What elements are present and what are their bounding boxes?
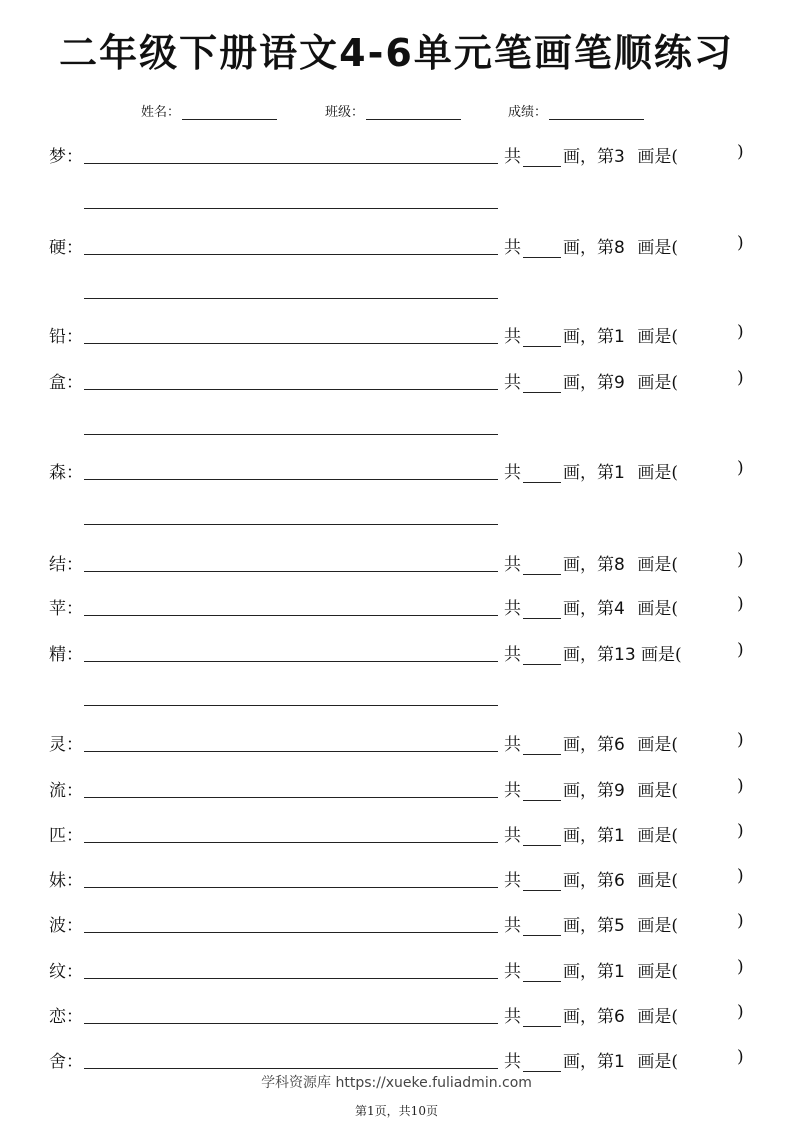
character-label: 纹：: [49, 962, 83, 982]
stroke-count-blank[interactable]: [523, 782, 561, 801]
student-info: [0, 101, 793, 121]
answer-paren-close[interactable]: ): [737, 368, 744, 388]
total-label: 共: [504, 916, 521, 936]
stroke-count-blank[interactable]: [523, 827, 561, 846]
stroke-question: [504, 550, 678, 575]
character-label: 铅：: [49, 327, 83, 347]
stroke-order-answer-line[interactable]: [84, 842, 498, 843]
is-label: 画是(: [637, 147, 679, 167]
exercise-row: [0, 550, 793, 580]
source-footer: 学科资源库 https://xueke.fuliadmin.com: [261, 1075, 532, 1091]
stroke-label: 画，第: [563, 147, 614, 167]
is-label: 画是(: [641, 645, 682, 665]
is-label: 画是(: [637, 327, 679, 347]
name-blank[interactable]: [182, 105, 277, 120]
exercise-row: [0, 730, 793, 760]
score-label: 成绩：: [508, 105, 548, 120]
total-label: 共: [504, 645, 521, 665]
character-label: 匹：: [49, 826, 83, 846]
exercise-row: [0, 776, 793, 806]
stroke-order-answer-line[interactable]: [84, 887, 498, 888]
character-label: 森：: [49, 463, 83, 483]
stroke-question: [504, 640, 682, 665]
stroke-label: 画，第: [563, 781, 614, 801]
character-label: 妹：: [49, 871, 83, 891]
stroke-count-blank[interactable]: [523, 239, 561, 258]
total-label: 共: [504, 373, 521, 393]
stroke-index: 3: [614, 147, 625, 167]
is-label: 画是(: [637, 962, 679, 982]
name-label: 姓名：: [141, 105, 181, 120]
stroke-label: 画，第: [563, 962, 614, 982]
stroke-question: [504, 866, 678, 891]
is-label: 画是(: [637, 463, 679, 483]
stroke-index: 1: [614, 826, 625, 846]
answer-paren-close[interactable]: ): [737, 866, 744, 886]
page-number: 第1页，共10页: [355, 1104, 438, 1118]
stroke-count-blank[interactable]: [523, 600, 561, 619]
character-label: 苹：: [49, 599, 83, 619]
stroke-question: [504, 776, 678, 801]
character-label: 梦：: [49, 147, 83, 167]
total-label: 共: [504, 327, 521, 347]
is-label: 画是(: [637, 373, 679, 393]
answer-paren-close[interactable]: ): [737, 640, 744, 660]
stroke-label: 画，第: [563, 1052, 614, 1072]
stroke-label: 画，第: [563, 916, 614, 936]
class-field[interactable]: [325, 101, 461, 120]
class-blank[interactable]: [366, 105, 461, 120]
is-label: 画是(: [637, 826, 679, 846]
character-label: 结：: [49, 555, 83, 575]
answer-paren-close[interactable]: ): [737, 594, 744, 614]
total-label: 共: [504, 962, 521, 982]
stroke-question: [504, 957, 678, 982]
stroke-order-answer-line[interactable]: [84, 1023, 498, 1024]
stroke-order-answer-line[interactable]: [84, 932, 498, 933]
stroke-label: 画，第: [563, 238, 614, 258]
stroke-label: 画，第: [563, 1007, 614, 1027]
answer-paren-close[interactable]: ): [737, 458, 744, 478]
total-label: 共: [504, 735, 521, 755]
exercise-row: [0, 233, 793, 263]
exercise-row: [0, 594, 793, 624]
answer-paren-close[interactable]: ): [737, 233, 744, 253]
stroke-index: 1: [614, 463, 625, 483]
stroke-count-blank[interactable]: [523, 963, 561, 982]
stroke-question: [504, 322, 678, 347]
stroke-order-answer-line[interactable]: [84, 797, 498, 798]
stroke-question: [504, 458, 678, 483]
answer-paren-close[interactable]: ): [737, 550, 744, 570]
exercise-row: [0, 142, 793, 172]
continuation-answer-line[interactable]: [84, 705, 498, 706]
stroke-question: [504, 368, 678, 393]
stroke-count-blank[interactable]: [523, 148, 561, 167]
stroke-label: 画，第: [563, 555, 614, 575]
answer-paren-close[interactable]: ): [737, 1047, 744, 1067]
stroke-question: [504, 730, 678, 755]
total-label: 共: [504, 826, 521, 846]
exercise-row: [0, 640, 793, 670]
class-label: 班级：: [325, 105, 365, 120]
is-label: 画是(: [637, 781, 679, 801]
character-label: 硬：: [49, 238, 83, 258]
is-label: 画是(: [637, 238, 679, 258]
stroke-index: 1: [614, 327, 625, 347]
stroke-count-blank[interactable]: [523, 872, 561, 891]
stroke-index: 6: [614, 871, 625, 891]
continuation-answer-line[interactable]: [84, 208, 498, 209]
stroke-label: 画，第: [563, 463, 614, 483]
stroke-index: 8: [614, 555, 625, 575]
stroke-question: [504, 142, 678, 167]
is-label: 画是(: [637, 555, 679, 575]
stroke-label: 画，第: [563, 373, 614, 393]
exercise-row: [0, 911, 793, 941]
stroke-order-answer-line[interactable]: [84, 163, 498, 164]
stroke-count-blank[interactable]: [523, 736, 561, 755]
exercise-row: [0, 322, 793, 352]
stroke-label: 画，第: [563, 645, 614, 665]
is-label: 画是(: [637, 1052, 679, 1072]
total-label: 共: [504, 147, 521, 167]
stroke-question: [504, 1047, 678, 1072]
total-label: 共: [504, 781, 521, 801]
exercise-row: [0, 957, 793, 987]
character-label: 舍：: [49, 1052, 83, 1072]
total-label: 共: [504, 463, 521, 483]
answer-paren-close[interactable]: ): [737, 1002, 744, 1022]
exercise-row: [0, 866, 793, 896]
stroke-index: 1: [614, 962, 625, 982]
stroke-count-blank[interactable]: [523, 1008, 561, 1027]
total-label: 共: [504, 1007, 521, 1027]
stroke-order-answer-line[interactable]: [84, 751, 498, 752]
is-label: 画是(: [637, 599, 679, 619]
is-label: 画是(: [637, 916, 679, 936]
continuation-answer-line[interactable]: [84, 298, 498, 299]
character-label: 波：: [49, 916, 83, 936]
stroke-order-answer-line[interactable]: [84, 389, 498, 390]
stroke-index: 13: [614, 645, 636, 665]
page-title: 二年级下册语文4-6单元笔画笔顺练习: [59, 31, 734, 75]
stroke-order-answer-line[interactable]: [84, 479, 498, 480]
total-label: 共: [504, 238, 521, 258]
stroke-index: 1: [614, 1052, 625, 1072]
stroke-index: 9: [614, 373, 625, 393]
stroke-index: 6: [614, 1007, 625, 1027]
stroke-order-answer-line[interactable]: [84, 661, 498, 662]
score-blank[interactable]: [549, 105, 644, 120]
score-field[interactable]: [508, 101, 644, 120]
answer-paren-close[interactable]: ): [737, 821, 744, 841]
answer-paren-close[interactable]: ): [737, 142, 744, 162]
stroke-label: 画，第: [563, 826, 614, 846]
character-label: 精：: [49, 645, 83, 665]
exercise-row: [0, 1002, 793, 1032]
exercise-row: [0, 368, 793, 398]
stroke-count-blank[interactable]: [523, 1053, 561, 1072]
character-label: 恋：: [49, 1007, 83, 1027]
stroke-count-blank[interactable]: [523, 328, 561, 347]
stroke-index: 6: [614, 735, 625, 755]
is-label: 画是(: [637, 1007, 679, 1027]
stroke-order-answer-line[interactable]: [84, 571, 498, 572]
total-label: 共: [504, 555, 521, 575]
character-label: 流：: [49, 781, 83, 801]
stroke-index: 9: [614, 781, 625, 801]
stroke-label: 画，第: [563, 327, 614, 347]
stroke-label: 画，第: [563, 599, 614, 619]
answer-paren-close[interactable]: ): [737, 911, 744, 931]
stroke-count-blank[interactable]: [523, 374, 561, 393]
stroke-index: 5: [614, 916, 625, 936]
stroke-question: [504, 1002, 678, 1027]
stroke-question: [504, 911, 678, 936]
total-label: 共: [504, 1052, 521, 1072]
stroke-question: [504, 821, 678, 846]
stroke-label: 画，第: [563, 735, 614, 755]
total-label: 共: [504, 871, 521, 891]
is-label: 画是(: [637, 871, 679, 891]
answer-paren-close[interactable]: ): [737, 322, 744, 342]
exercise-row: [0, 458, 793, 488]
total-label: 共: [504, 599, 521, 619]
stroke-count-blank[interactable]: [523, 917, 561, 936]
stroke-order-answer-line[interactable]: [84, 343, 498, 344]
stroke-order-answer-line[interactable]: [84, 1068, 498, 1069]
answer-paren-close[interactable]: ): [737, 957, 744, 977]
is-label: 画是(: [637, 735, 679, 755]
stroke-count-blank[interactable]: [523, 464, 561, 483]
stroke-count-blank[interactable]: [523, 646, 561, 665]
stroke-order-answer-line[interactable]: [84, 615, 498, 616]
stroke-question: [504, 594, 678, 619]
exercise-row: [0, 821, 793, 851]
answer-paren-close[interactable]: ): [737, 776, 744, 796]
stroke-index: 8: [614, 238, 625, 258]
stroke-count-blank[interactable]: [523, 556, 561, 575]
character-label: 灵：: [49, 735, 83, 755]
stroke-order-answer-line[interactable]: [84, 254, 498, 255]
character-label: 盒：: [49, 373, 83, 393]
stroke-index: 4: [614, 599, 625, 619]
continuation-answer-line[interactable]: [84, 524, 498, 525]
stroke-order-answer-line[interactable]: [84, 978, 498, 979]
stroke-question: [504, 233, 678, 258]
continuation-answer-line[interactable]: [84, 434, 498, 435]
name-field[interactable]: [141, 101, 277, 120]
answer-paren-close[interactable]: ): [737, 730, 744, 750]
stroke-label: 画，第: [563, 871, 614, 891]
